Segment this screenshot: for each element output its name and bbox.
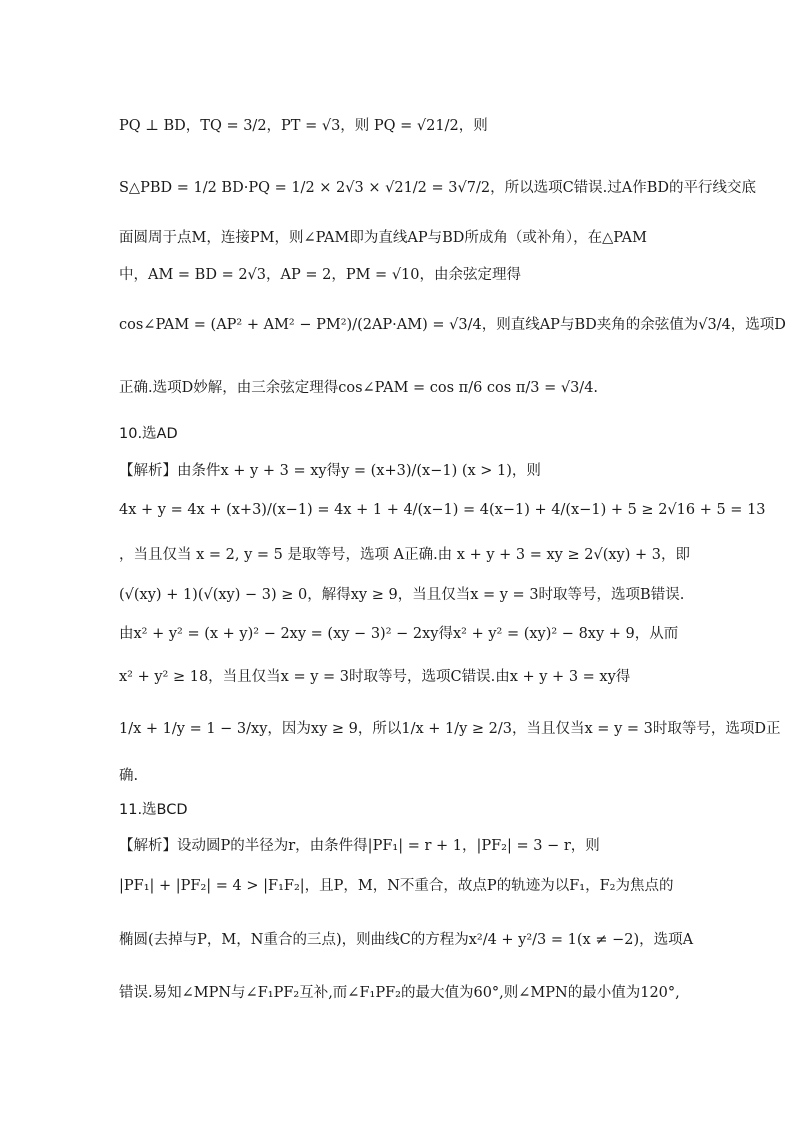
text-line: 【解析】设动圆P的半径为r，由条件得|PF₁| = r + 1，|PF₂| = 3 − r，则 [119, 838, 600, 854]
text-line: 面圆周于点M，连接PM，则∠PAM即为直线AP与BD所成角（或补角），在△PAM [119, 230, 647, 246]
text-line: x² + y² ≥ 18，当且仅当x = y = 3时取等号，选项C错误.由x + y + 3 = xy得 [119, 669, 631, 685]
text-line: 中，AM = BD = 2√3，AP = 2，PM = √10，由余弦定理得 [119, 267, 522, 283]
text-line: 确. [119, 768, 139, 784]
text-line: S△PBD = 1/2 BD·PQ = 1/2 × 2√3 × √21/2 = 3√7/2，所以选项C错误.过A作BD的平行线交底 [119, 180, 757, 196]
text-line: cos∠PAM = (AP² + AM² − PM²)/(2AP·AM) = √3/4，则直线AP与BD夹角的余弦值为√3/4，选项D [119, 317, 786, 333]
text-line: 由x² + y² = (x + y)² − 2xy = (xy − 3)² − 2xy得x² + y² = (xy)² − 8xy + 9，从而 [119, 626, 679, 642]
text-line: |PF₁| + |PF₂| = 4 > |F₁F₂|，且P，M，N不重合，故点P的轨迹为以F₁，F₂为焦点的 [119, 878, 674, 894]
text-line: 错误.易知∠MPN与∠F₁PF₂互补,而∠F₁PF₂的最大值为60°,则∠MPN的最小值为120°, [119, 985, 680, 1001]
answer-heading: 11.选BCD [119, 802, 188, 818]
text-line: 椭圆(去掉与P，M，N重合的三点)，则曲线C的方程为x²/4 + y²/3 = 1(x ≠ −2)，选项A [119, 932, 694, 948]
text-line: (√(xy) + 1)(√(xy) − 3) ≥ 0，解得xy ≥ 9，当且仅当x = y = 3时取等号，选项B错误. [119, 587, 685, 603]
text-line: 【解析】由条件x + y + 3 = xy得y = (x+3)/(x−1) (x > 1)，则 [119, 463, 541, 479]
text-line: 4x + y = 4x + (x+3)/(x−1) = 4x + 1 + 4/(x−1) = 4(x−1) + 4/(x−1) + 5 ≥ 2√16 + 5 = 13 [119, 502, 766, 518]
answer-heading: 10.选AD [119, 426, 178, 442]
text-line: PQ ⊥ BD，TQ = 3/2，PT = √3，则 PQ = √21/2，则 [119, 118, 488, 134]
text-line: 1/x + 1/y = 1 − 3/xy，因为xy ≥ 9，所以1/x + 1/y ≥ 2/3，当且仅当x = y = 3时取等号，选项D正 [119, 721, 781, 737]
text-line: 正确.选项D妙解，由三余弦定理得cos∠PAM = cos π/6 cos π/3 = √3/4. [119, 380, 599, 396]
text-line: ，当且仅当 x = 2, y = 5 是取等号，选项 A正确.由 x + y + 3 = xy ≥ 2√(xy) + 3，即 [119, 547, 690, 563]
